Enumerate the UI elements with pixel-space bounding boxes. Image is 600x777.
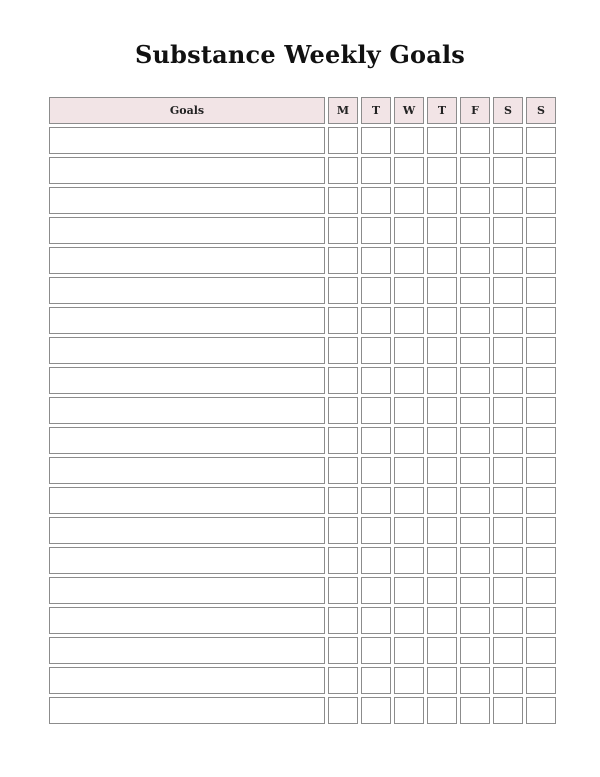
checkbox-monday-row-19[interactable] (328, 667, 358, 694)
checkbox-wednesday-row-8[interactable] (394, 337, 424, 364)
goal-field-11[interactable] (49, 427, 325, 454)
checkbox-saturday-row-11[interactable] (493, 427, 523, 454)
checkbox-tuesday-row-2[interactable] (361, 157, 391, 184)
checkbox-thursday-row-19[interactable] (427, 667, 457, 694)
checkbox-sunday-row-3[interactable] (526, 187, 556, 214)
goals-column-header: Goals (49, 97, 325, 124)
checkbox-sunday-row-10[interactable] (526, 397, 556, 424)
checkbox-saturday-row-19[interactable] (493, 667, 523, 694)
checkbox-saturday-row-9[interactable] (493, 367, 523, 394)
checkbox-friday-row-7[interactable] (460, 307, 490, 334)
checkbox-saturday-row-5[interactable] (493, 247, 523, 274)
goal-field-1[interactable] (49, 127, 325, 154)
checkbox-monday-row-4[interactable] (328, 217, 358, 244)
checkbox-friday-row-6[interactable] (460, 277, 490, 304)
checkbox-wednesday-row-20[interactable] (394, 697, 424, 724)
checkbox-saturday-row-15[interactable] (493, 547, 523, 574)
checkbox-sunday-row-14[interactable] (526, 517, 556, 544)
checkbox-wednesday-row-13[interactable] (394, 487, 424, 514)
checkbox-wednesday-row-17[interactable] (394, 607, 424, 634)
checkbox-tuesday-row-18[interactable] (361, 637, 391, 664)
goal-field-7[interactable] (49, 307, 325, 334)
checkbox-saturday-row-18[interactable] (493, 637, 523, 664)
checkbox-friday-row-20[interactable] (460, 697, 490, 724)
checkbox-sunday-row-11[interactable] (526, 427, 556, 454)
checkbox-wednesday-row-16[interactable] (394, 577, 424, 604)
checkbox-sunday-row-18[interactable] (526, 637, 556, 664)
checkbox-saturday-row-8[interactable] (493, 337, 523, 364)
checkbox-friday-row-8[interactable] (460, 337, 490, 364)
day-header-tuesday: T (361, 97, 391, 124)
checkbox-monday-row-2[interactable] (328, 157, 358, 184)
checkbox-friday-row-2[interactable] (460, 157, 490, 184)
checkbox-wednesday-row-5[interactable] (394, 247, 424, 274)
checkbox-thursday-row-17[interactable] (427, 607, 457, 634)
checkbox-friday-row-14[interactable] (460, 517, 490, 544)
day-header-friday: F (460, 97, 490, 124)
checkbox-tuesday-row-16[interactable] (361, 577, 391, 604)
checkbox-monday-row-14[interactable] (328, 517, 358, 544)
goal-field-13[interactable] (49, 487, 325, 514)
checkbox-monday-row-18[interactable] (328, 637, 358, 664)
checkbox-tuesday-row-17[interactable] (361, 607, 391, 634)
checkbox-sunday-row-9[interactable] (526, 367, 556, 394)
checkbox-thursday-row-4[interactable] (427, 217, 457, 244)
checkbox-wednesday-row-2[interactable] (394, 157, 424, 184)
checkbox-friday-row-1[interactable] (460, 127, 490, 154)
day-header-saturday: S (493, 97, 523, 124)
day-header-wednesday: W (394, 97, 424, 124)
checkbox-thursday-row-10[interactable] (427, 397, 457, 424)
weekly-goals-table (49, 97, 556, 724)
checkbox-thursday-row-7[interactable] (427, 307, 457, 334)
checkbox-saturday-row-7[interactable] (493, 307, 523, 334)
checkbox-wednesday-row-11[interactable] (394, 427, 424, 454)
checkbox-sunday-row-7[interactable] (526, 307, 556, 334)
checkbox-saturday-row-3[interactable] (493, 187, 523, 214)
goal-field-17[interactable] (49, 607, 325, 634)
goal-field-12[interactable] (49, 457, 325, 484)
checkbox-monday-row-3[interactable] (328, 187, 358, 214)
checkbox-wednesday-row-10[interactable] (394, 397, 424, 424)
goal-field-19[interactable] (49, 667, 325, 694)
checkbox-thursday-row-1[interactable] (427, 127, 457, 154)
checkbox-wednesday-row-6[interactable] (394, 277, 424, 304)
checkbox-friday-row-16[interactable] (460, 577, 490, 604)
checkbox-monday-row-16[interactable] (328, 577, 358, 604)
checkbox-friday-row-12[interactable] (460, 457, 490, 484)
checkbox-wednesday-row-9[interactable] (394, 367, 424, 394)
checkbox-thursday-row-14[interactable] (427, 517, 457, 544)
checkbox-thursday-row-20[interactable] (427, 697, 457, 724)
checkbox-wednesday-row-18[interactable] (394, 637, 424, 664)
checkbox-sunday-row-20[interactable] (526, 697, 556, 724)
checkbox-thursday-row-9[interactable] (427, 367, 457, 394)
checkbox-tuesday-row-10[interactable] (361, 397, 391, 424)
checkbox-sunday-row-13[interactable] (526, 487, 556, 514)
checkbox-friday-row-4[interactable] (460, 217, 490, 244)
day-header-thursday: T (427, 97, 457, 124)
checkbox-friday-row-19[interactable] (460, 667, 490, 694)
checkbox-sunday-row-1[interactable] (526, 127, 556, 154)
goal-field-18[interactable] (49, 637, 325, 664)
checkbox-sunday-row-12[interactable] (526, 457, 556, 484)
checkbox-wednesday-row-19[interactable] (394, 667, 424, 694)
checkbox-friday-row-5[interactable] (460, 247, 490, 274)
checkbox-monday-row-9[interactable] (328, 367, 358, 394)
checkbox-tuesday-row-8[interactable] (361, 337, 391, 364)
goal-field-20[interactable] (49, 697, 325, 724)
checkbox-monday-row-11[interactable] (328, 427, 358, 454)
checkbox-tuesday-row-9[interactable] (361, 367, 391, 394)
checkbox-thursday-row-13[interactable] (427, 487, 457, 514)
checkbox-monday-row-17[interactable] (328, 607, 358, 634)
checkbox-thursday-row-3[interactable] (427, 187, 457, 214)
checkbox-monday-row-12[interactable] (328, 457, 358, 484)
checkbox-saturday-row-6[interactable] (493, 277, 523, 304)
checkbox-tuesday-row-11[interactable] (361, 427, 391, 454)
checkbox-friday-row-18[interactable] (460, 637, 490, 664)
checkbox-sunday-row-2[interactable] (526, 157, 556, 184)
checkbox-tuesday-row-7[interactable] (361, 307, 391, 334)
checkbox-monday-row-8[interactable] (328, 337, 358, 364)
checkbox-thursday-row-16[interactable] (427, 577, 457, 604)
checkbox-tuesday-row-1[interactable] (361, 127, 391, 154)
day-header-sunday: S (526, 97, 556, 124)
checkbox-tuesday-row-12[interactable] (361, 457, 391, 484)
checkbox-wednesday-row-12[interactable] (394, 457, 424, 484)
checkbox-saturday-row-13[interactable] (493, 487, 523, 514)
checkbox-thursday-row-12[interactable] (427, 457, 457, 484)
checkbox-saturday-row-20[interactable] (493, 697, 523, 724)
checkbox-tuesday-row-15[interactable] (361, 547, 391, 574)
checkbox-thursday-row-11[interactable] (427, 427, 457, 454)
checkbox-wednesday-row-7[interactable] (394, 307, 424, 334)
goal-field-8[interactable] (49, 337, 325, 364)
checkbox-sunday-row-6[interactable] (526, 277, 556, 304)
checkbox-monday-row-5[interactable] (328, 247, 358, 274)
page-title: Substance Weekly Goals (134, 40, 466, 69)
checkbox-wednesday-row-1[interactable] (394, 127, 424, 154)
checkbox-friday-row-9[interactable] (460, 367, 490, 394)
goal-field-5[interactable] (49, 247, 325, 274)
goal-field-14[interactable] (49, 517, 325, 544)
checkbox-monday-row-6[interactable] (328, 277, 358, 304)
checkbox-monday-row-15[interactable] (328, 547, 358, 574)
checkbox-sunday-row-8[interactable] (526, 337, 556, 364)
checkbox-sunday-row-15[interactable] (526, 547, 556, 574)
checkbox-tuesday-row-6[interactable] (361, 277, 391, 304)
checkbox-tuesday-row-19[interactable] (361, 667, 391, 694)
checkbox-friday-row-15[interactable] (460, 547, 490, 574)
checkbox-thursday-row-15[interactable] (427, 547, 457, 574)
checkbox-saturday-row-12[interactable] (493, 457, 523, 484)
checkbox-friday-row-13[interactable] (460, 487, 490, 514)
checkbox-saturday-row-1[interactable] (493, 127, 523, 154)
checkbox-monday-row-13[interactable] (328, 487, 358, 514)
goal-field-3[interactable] (49, 187, 325, 214)
goal-field-6[interactable] (49, 277, 325, 304)
checkbox-tuesday-row-4[interactable] (361, 217, 391, 244)
checkbox-friday-row-17[interactable] (460, 607, 490, 634)
checkbox-monday-row-7[interactable] (328, 307, 358, 334)
checkbox-wednesday-row-15[interactable] (394, 547, 424, 574)
checkbox-tuesday-row-5[interactable] (361, 247, 391, 274)
goal-field-16[interactable] (49, 577, 325, 604)
checkbox-sunday-row-19[interactable] (526, 667, 556, 694)
goal-field-9[interactable] (49, 367, 325, 394)
checkbox-saturday-row-14[interactable] (493, 517, 523, 544)
checkbox-friday-row-11[interactable] (460, 427, 490, 454)
checkbox-monday-row-1[interactable] (328, 127, 358, 154)
checkbox-sunday-row-4[interactable] (526, 217, 556, 244)
checkbox-saturday-row-17[interactable] (493, 607, 523, 634)
checkbox-monday-row-20[interactable] (328, 697, 358, 724)
checkbox-thursday-row-2[interactable] (427, 157, 457, 184)
checkbox-friday-row-10[interactable] (460, 397, 490, 424)
checkbox-tuesday-row-14[interactable] (361, 517, 391, 544)
day-header-monday: M (328, 97, 358, 124)
checkbox-tuesday-row-13[interactable] (361, 487, 391, 514)
checkbox-thursday-row-5[interactable] (427, 247, 457, 274)
checkbox-tuesday-row-20[interactable] (361, 697, 391, 724)
checkbox-thursday-row-18[interactable] (427, 637, 457, 664)
checkbox-sunday-row-16[interactable] (526, 577, 556, 604)
checkbox-saturday-row-4[interactable] (493, 217, 523, 244)
checkbox-saturday-row-2[interactable] (493, 157, 523, 184)
checkbox-thursday-row-6[interactable] (427, 277, 457, 304)
checkbox-tuesday-row-3[interactable] (361, 187, 391, 214)
checkbox-wednesday-row-4[interactable] (394, 217, 424, 244)
checkbox-friday-row-3[interactable] (460, 187, 490, 214)
checkbox-wednesday-row-14[interactable] (394, 517, 424, 544)
checkbox-saturday-row-10[interactable] (493, 397, 523, 424)
goal-field-4[interactable] (49, 217, 325, 244)
checkbox-monday-row-10[interactable] (328, 397, 358, 424)
goal-field-10[interactable] (49, 397, 325, 424)
checkbox-wednesday-row-3[interactable] (394, 187, 424, 214)
checkbox-sunday-row-17[interactable] (526, 607, 556, 634)
checkbox-sunday-row-5[interactable] (526, 247, 556, 274)
goal-field-2[interactable] (49, 157, 325, 184)
checkbox-thursday-row-8[interactable] (427, 337, 457, 364)
goal-field-15[interactable] (49, 547, 325, 574)
checkbox-saturday-row-16[interactable] (493, 577, 523, 604)
